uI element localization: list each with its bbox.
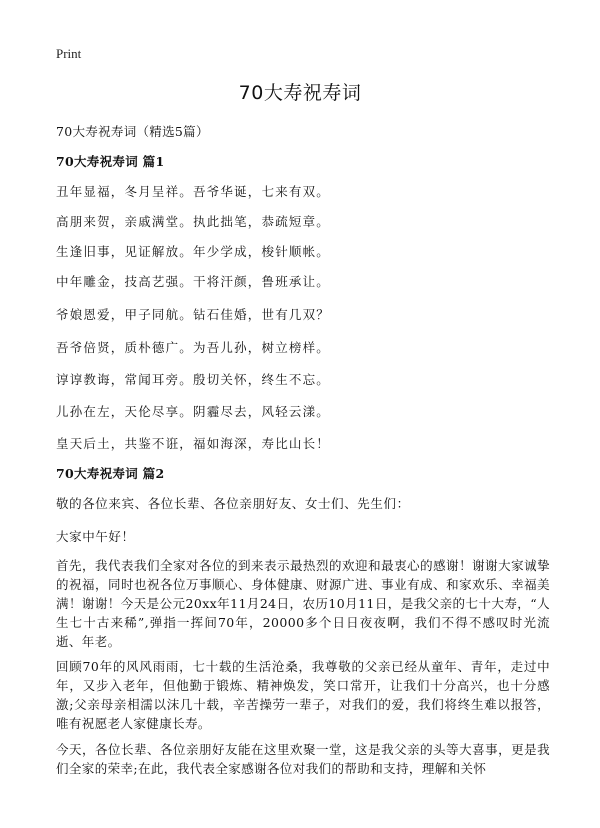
poem-line: 皇天后土，共鉴不诳，福如海深，寿比山长！	[56, 436, 331, 451]
section-heading-2: 70大寿祝寿词 篇2	[56, 466, 165, 481]
body-paragraph-2: 回顾70年的风风雨雨，七十载的生活沧桑，我尊敬的父亲已经从童年、青年，走过中年，又步入老年，但他勤于锻炼、精神焕发，笑口常开，让我们十分高兴，也十分感激;父亲母亲相濡以沫几十载，辛苦操劳一辈子，对我们的爱，我们将终生难以报答，唯有祝愿老人家健康长寿。	[56, 659, 550, 731]
section-heading-1: 70大寿祝寿词 篇1	[56, 154, 165, 169]
poem-line: 爷娘恩爱，甲子同航。钻石佳婚，世有几双？	[56, 307, 331, 322]
hello-line: 大家中午好！	[56, 529, 135, 544]
greeting-line: 敬的各位来宾、各位长辈、各位亲朋好友、女士们、先生们：	[56, 496, 410, 511]
poem-line: 生逢旧事，见证解放。年少学成，梭针顺帐。	[56, 244, 331, 259]
poem-line: 高朋来贺，亲戚满堂。执此拙笔，恭疏短章。	[56, 214, 331, 229]
document-subtitle: 70大寿祝寿词（精选5篇）	[56, 124, 209, 139]
poem-line: 中年雕金，技高艺强。干将汗颜，鲁班承让。	[56, 274, 331, 289]
poem-line: 谆谆教诲，常闻耳旁。殷切关怀，终生不忘。	[56, 372, 331, 387]
body-paragraph-3: 今天，各位长辈、各位亲朋好友能在这里欢聚一堂，这是我父亲的头等大喜事，更是我们全家的荣幸;在此，我代表全家感谢各位对我们的帮助和支持，理解和关怀	[56, 742, 550, 776]
body-paragraph-1: 首先，我代表我们全家对各位的到来表示最热烈的欢迎和最衷心的感谢！谢谢大家诚挚的祝福，同时也祝各位万事顺心、身体健康、财源广进、事业有成、和家欢乐、幸福美满！谢谢！今天是公元20xx年11月24日，农历10月11日，是我父亲的七十大寿，“人生七十古来稀”,弹指一挥间70年，20000多个日日夜夜啊，我们不得不感叹时光流逝、年老。	[56, 558, 550, 649]
print-link[interactable]: Print	[56, 46, 82, 61]
page-title: 70大寿祝寿词	[238, 82, 362, 104]
poem-line: 儿孙在左，天伦尽享。阴霾尽去，风轻云漾。	[56, 404, 331, 419]
poem-line: 丑年显福，冬月呈祥。吾爷华诞，七来有双。	[56, 184, 331, 199]
poem-line: 吾爷倍贤，质朴德广。为吾儿孙，树立榜样。	[56, 340, 331, 355]
